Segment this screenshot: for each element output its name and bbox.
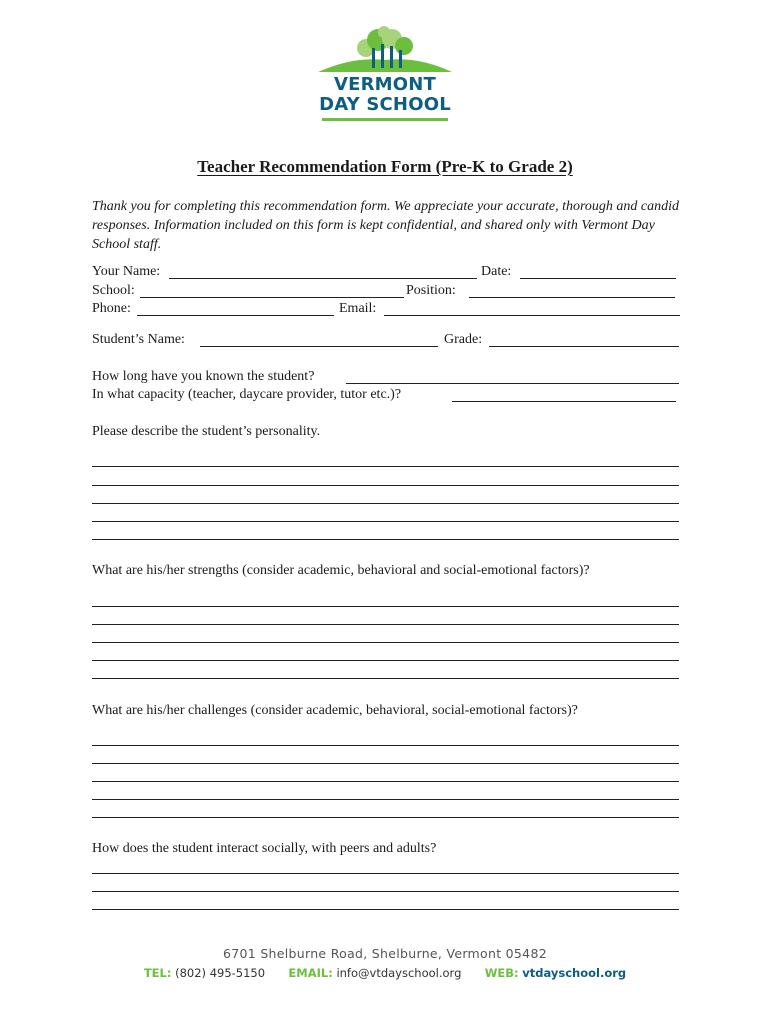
form-title: Teacher Recommendation Form (Pre-K to Grade 2) [197,157,573,176]
footer-contact [0,966,770,980]
known-line[interactable] [346,383,679,384]
student-name-line[interactable] [200,346,438,347]
capacity-line[interactable] [452,401,676,402]
challenges-answer-line[interactable] [92,745,679,746]
strengths-answer-line[interactable] [92,624,679,625]
challenges-question: What are his/her challenges (consider academic, behavioral, social-emotional factors)? [92,703,578,718]
phone-line[interactable] [137,315,334,316]
capacity-question: In what capacity (teacher, daycare provider, tutor etc.)? [92,387,402,402]
social-answer-line[interactable] [92,873,679,874]
school-logo [314,26,456,126]
personality-answer-line[interactable] [92,503,679,504]
social-question: How does the student interact socially, with peers and adults? [92,841,437,856]
grade-label: Grade: [444,332,483,347]
known-question: How long have you known the student? [92,369,315,384]
grade-line[interactable] [489,346,679,347]
email-line[interactable] [384,315,680,316]
email-contact-value[interactable]: info@vtdayschool.org [336,966,462,980]
strengths-answer-line[interactable] [92,660,679,661]
email-label: Email: [339,301,377,316]
strengths-answer-line[interactable] [92,642,679,643]
your-name-label: Your Name: [92,264,161,279]
personality-answer-line[interactable] [92,521,679,522]
strengths-answer-line[interactable] [92,678,679,679]
challenges-answer-line[interactable] [92,817,679,818]
date-line[interactable] [520,278,676,279]
strengths-answer-line[interactable] [92,606,679,607]
tel-value: (802) 495-5150 [175,966,266,980]
personality-question: Please describe the student’s personality. [92,424,321,439]
personality-answer-line[interactable] [92,485,679,486]
logo-line-2: DAY SCHOOL [319,94,451,115]
position-line[interactable] [469,297,675,298]
web-link[interactable]: vtdayschool.org [522,966,627,980]
personality-answer-line[interactable] [92,539,679,540]
social-answer-line[interactable] [92,891,679,892]
school-label: School: [92,283,135,298]
social-answer-line[interactable] [92,909,679,910]
strengths-question: What are his/her strengths (consider academic, behavioral and social-emotional factors)? [92,563,590,578]
school-line[interactable] [140,297,404,298]
email-contact-label: EMAIL: [288,966,333,980]
challenges-answer-line[interactable] [92,799,679,800]
logo-line-1: VERMONT [333,74,437,95]
intro-text: Thank you for completing this recommendation form. We appreciate your accurate, thorough and candid responses. Information included on this form is kept confidential, and shared only with Vermont Day School staff. [92,199,680,252]
date-label: Date: [481,264,512,279]
phone-label: Phone: [92,301,131,316]
tel-label: TEL: [143,966,172,980]
student-name-label: Student’s Name: [92,332,185,347]
position-label: Position: [406,283,456,298]
challenges-answer-line[interactable] [92,763,679,764]
logo-underline [322,118,448,121]
web-label: WEB: [484,966,519,980]
challenges-answer-line[interactable] [92,781,679,782]
your-name-line[interactable] [169,278,477,279]
personality-answer-line[interactable] [92,466,679,467]
footer-address: 6701 Shelburne Road, Shelburne, Vermont 05482 [223,946,547,961]
